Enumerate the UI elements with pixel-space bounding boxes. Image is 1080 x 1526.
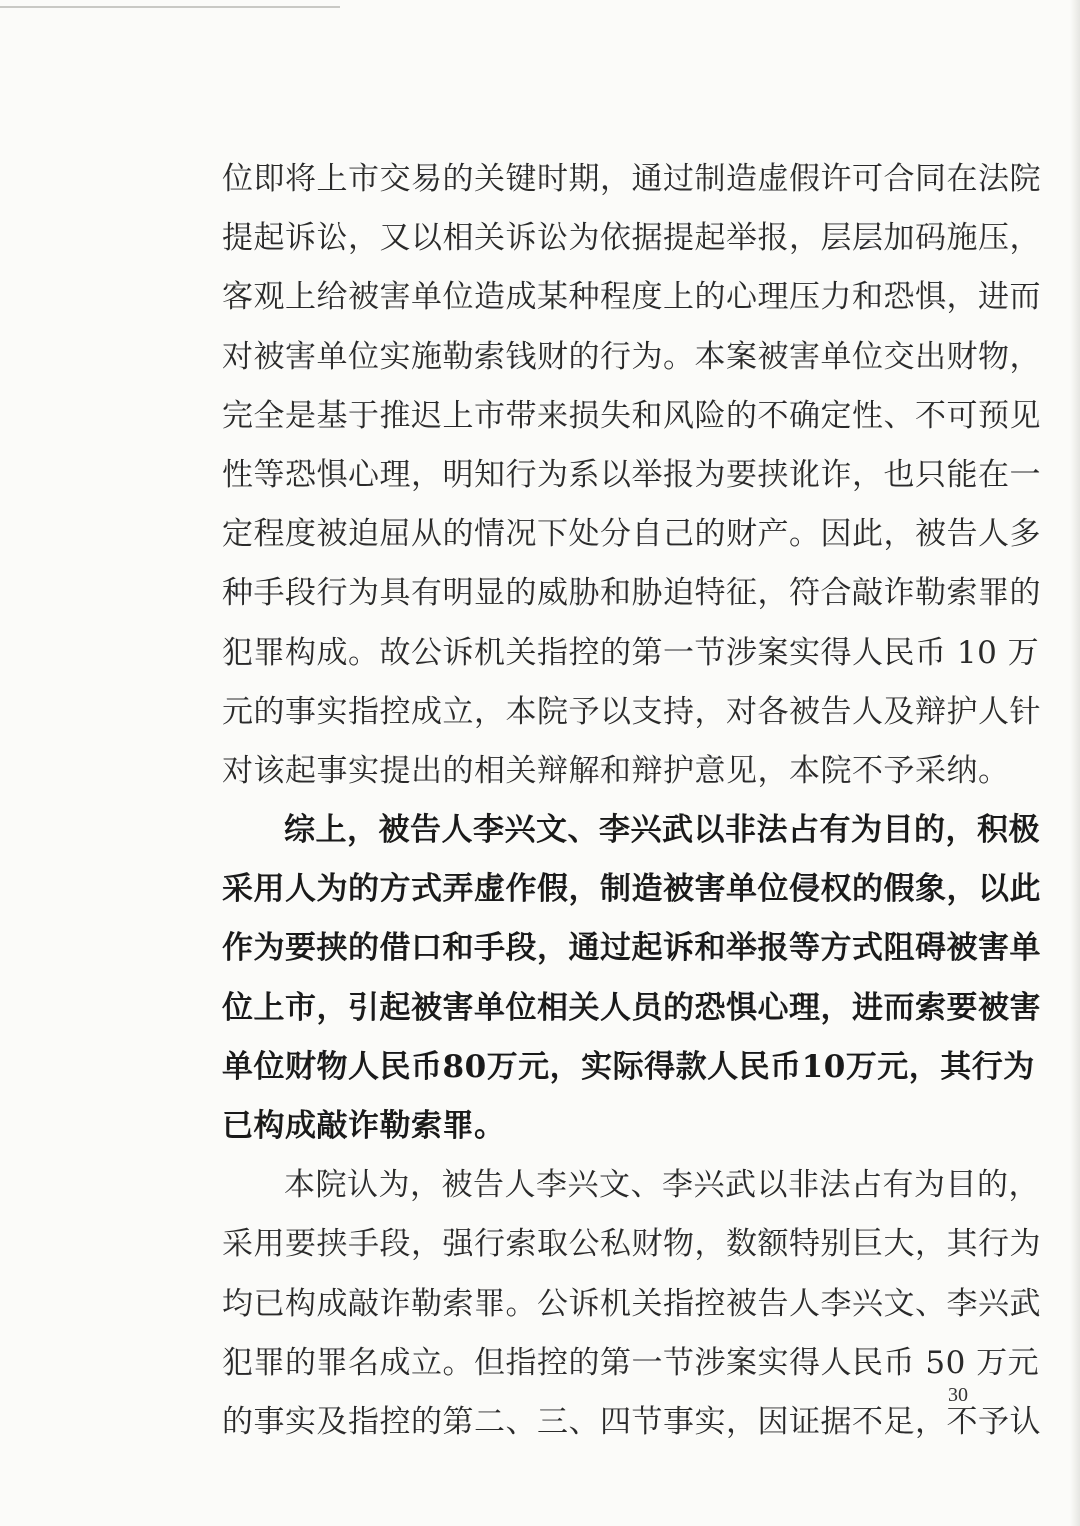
- text-line: 采用要挟手段，强行索取公私财物，数额特别巨大，其行为: [222, 1226, 1041, 1263]
- text-line: 综上，被告人李兴文、李兴武以非法占有为目的，积极: [284, 812, 1040, 849]
- paragraph-1: [222, 150, 1041, 801]
- text-line: 作为要挟的借口和手段，通过起诉和举报等方式阻碍被害单: [222, 930, 1041, 967]
- text-line: 对被害单位实施勒索钱财的行为。本案被害单位交出财物，: [222, 338, 1041, 375]
- text-line: 已构成敲诈勒索罪。: [222, 1108, 506, 1144]
- text-line: 位即将上市交易的关键时期，通过制造虚假许可合同在法院: [222, 161, 1041, 197]
- text-line: 元的事实指控成立，本院予以支持，对各被告人及辩护人针: [222, 693, 1041, 730]
- scan-right-edge: [1070, 0, 1080, 1526]
- text-line: 单位财物人民币80万元，实际得款人民币10万元，其行为: [222, 1048, 1035, 1085]
- text-line: 采用人为的方式弄虚作假，制造被害单位侵权的假象，以此: [222, 871, 1041, 908]
- text-line: 对该起事实提出的相关辩解和辩护意见，本院不予采纳。: [222, 752, 1010, 789]
- text-line: 均已构成敲诈勒索罪。公诉机关指控被告人李兴文、李兴武: [222, 1285, 1041, 1322]
- text-line: 客观上给被害单位造成某种程度上的心理压力和恐惧，进而: [222, 279, 1041, 316]
- text-line: 本院认为，被告人李兴文、李兴武以非法占有为目的，: [284, 1167, 1040, 1204]
- scan-edge-rule: [0, 6, 340, 8]
- page-number: 30: [948, 1384, 968, 1406]
- text-line: 的事实及指控的第二、三、四节事实，因证据不足，不予认: [222, 1403, 1041, 1440]
- text-line: 位上市，引起被害单位相关人员的恐惧心理，进而索要被害: [222, 989, 1041, 1026]
- paragraph-3-court-opinion: [222, 1156, 1041, 1452]
- text-line: 完全是基于推迟上市带来损失和风险的不确定性、不可预见: [222, 397, 1041, 434]
- text-line: 定程度被迫屈从的情况下处分自己的财产。因此，被告人多: [222, 516, 1041, 553]
- text-line: 犯罪构成。故公诉机关指控的第一节涉案实得人民币 10 万: [222, 634, 1040, 671]
- text-line: 犯罪的罪名成立。但指控的第一节涉案实得人民币 50 万元: [222, 1344, 1040, 1381]
- document-body: [222, 150, 1041, 1452]
- text-line: 种手段行为具有明显的威胁和胁迫特征，符合敲诈勒索罪的: [222, 575, 1041, 612]
- text-line: 提起诉讼，又以相关诉讼为依据提起举报，层层加码施压，: [222, 220, 1041, 257]
- text-line: 性等恐惧心理，明知行为系以举报为要挟讹诈，也只能在一: [222, 456, 1041, 493]
- paragraph-2-summary: [222, 801, 1041, 1156]
